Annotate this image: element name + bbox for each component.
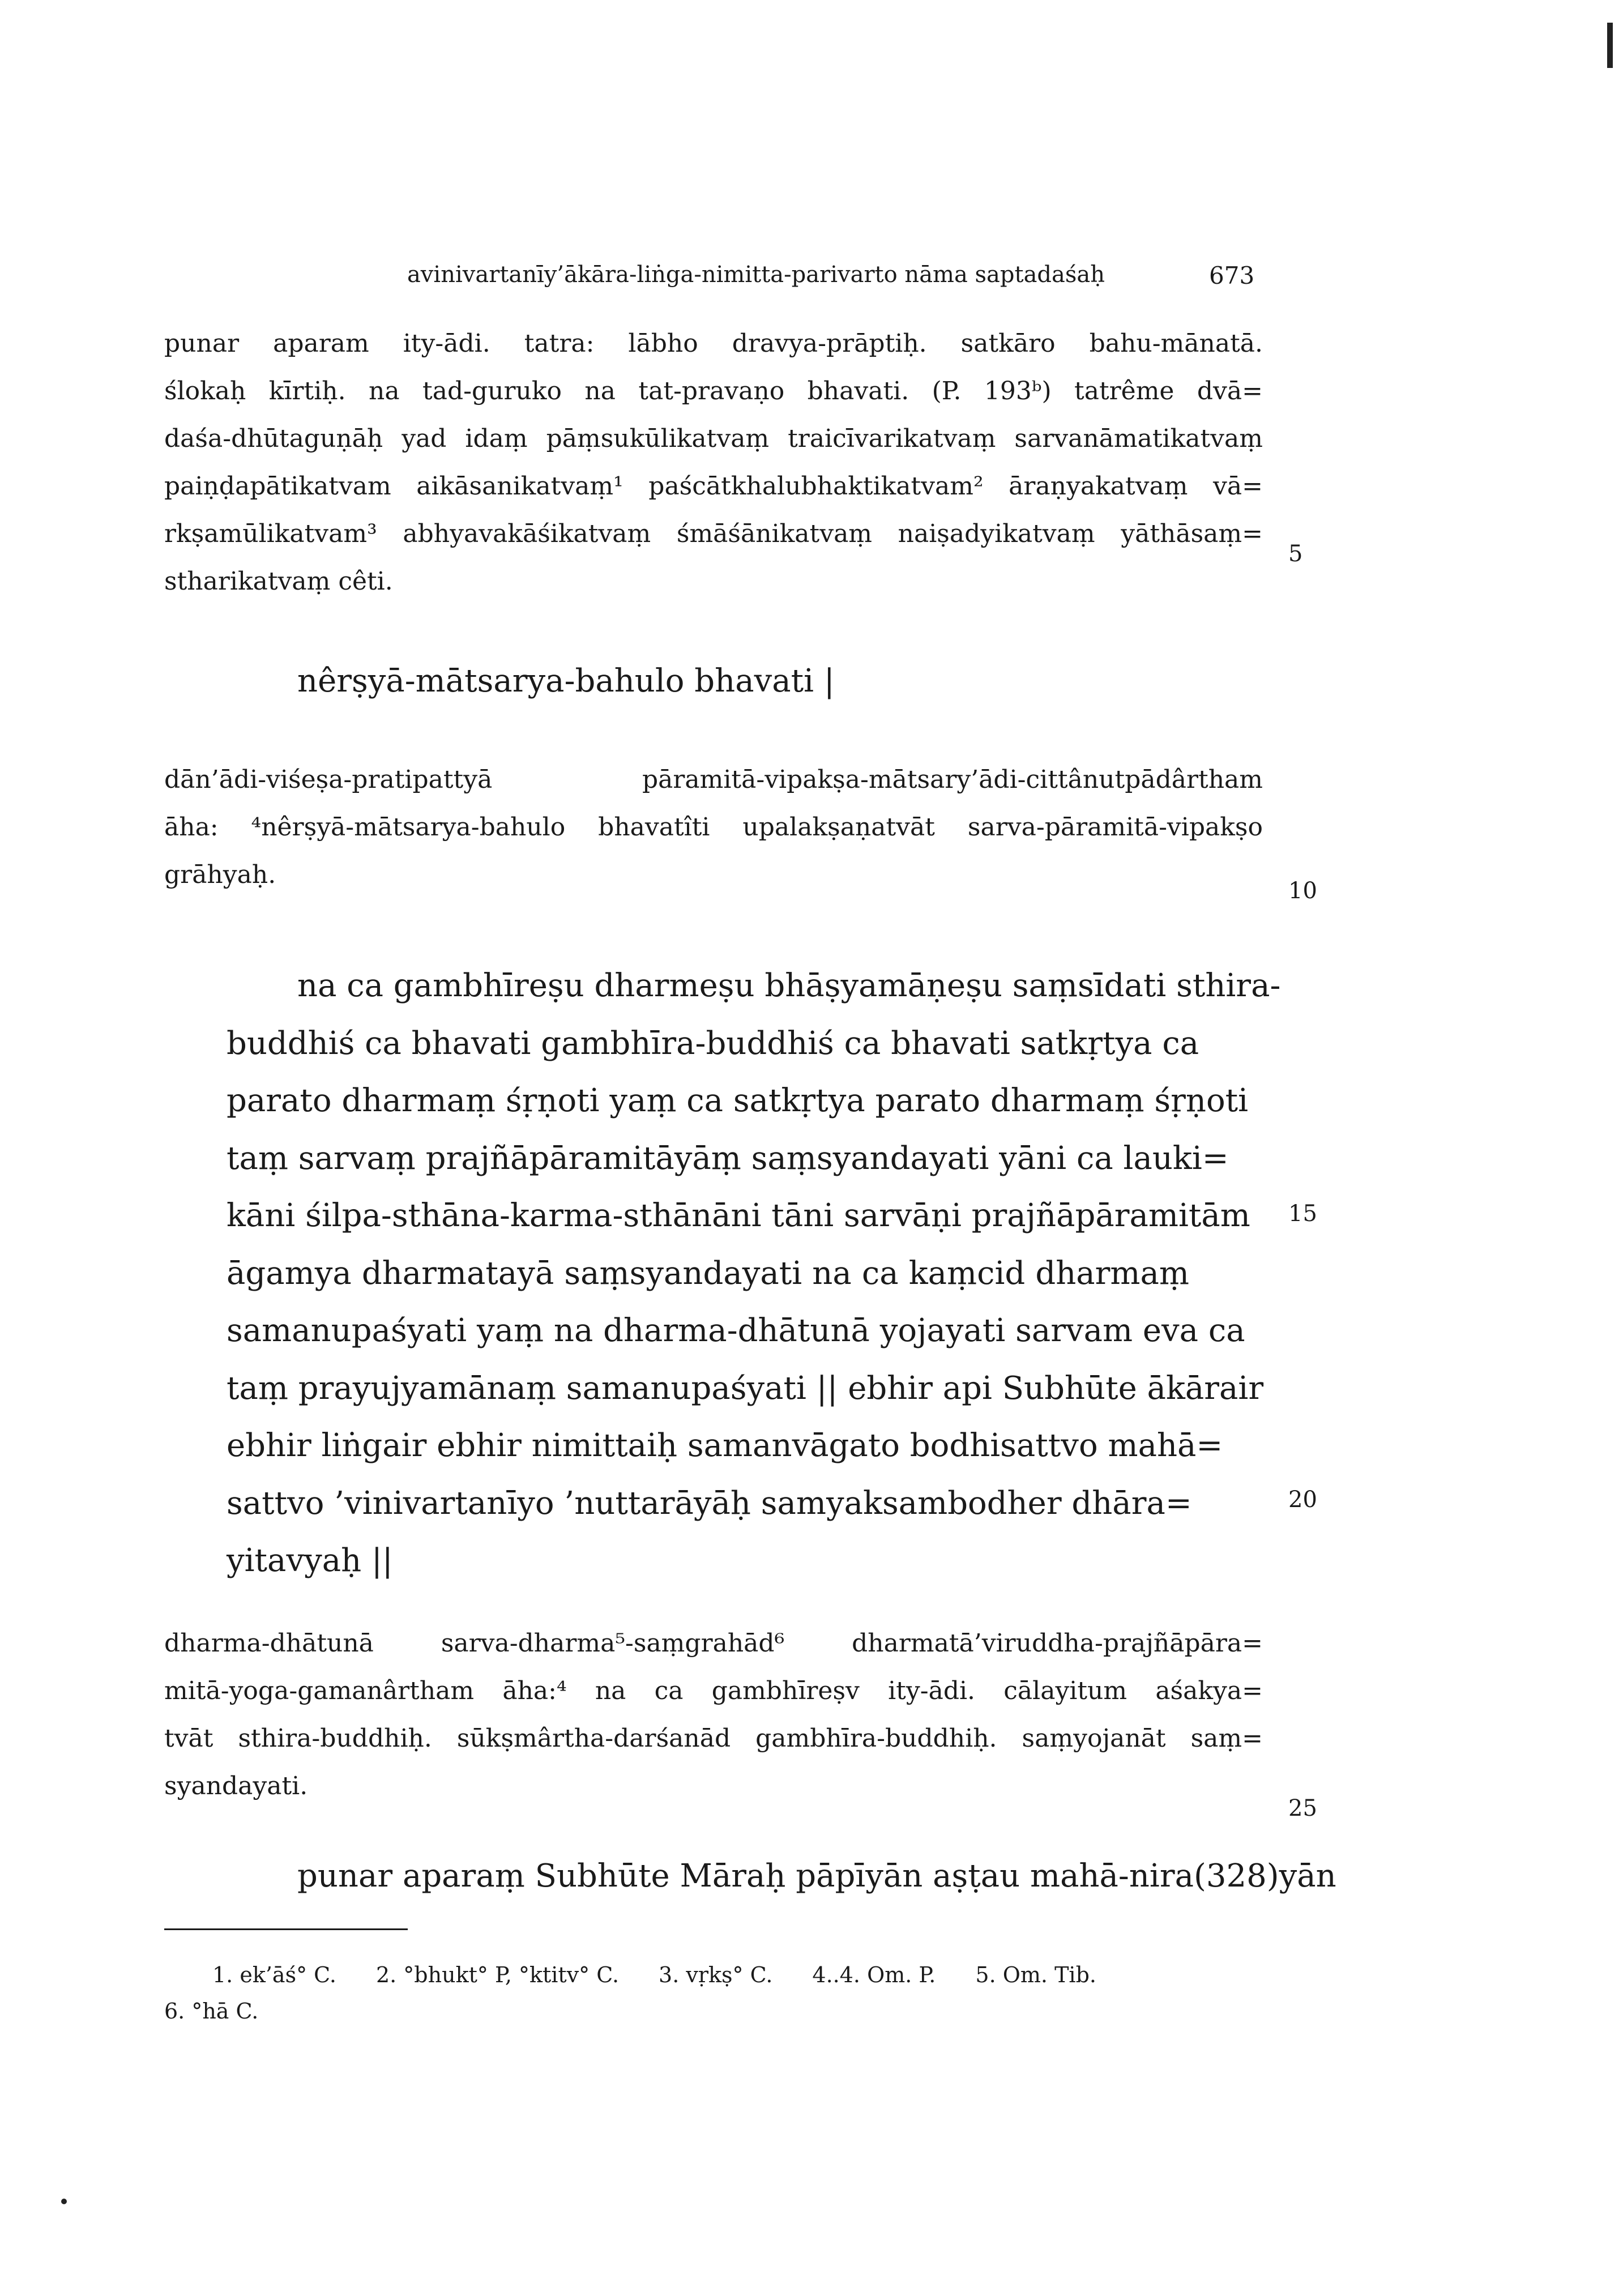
footnote: 6. °hā C. (164, 1999, 259, 2024)
commentary-line: dharma-dhātunā sarva-dharma⁵-saṃgrahād⁶ dharmatā’viruddha-prajñāpāra= (164, 1629, 1263, 1658)
commentary-line: dān’ādi-viśeṣa-pratipattyā pāramitā-vipakṣa-mātsary’ādi-cittânutpādârtham (164, 765, 1263, 794)
footnote: 3. vṛkṣ° C. (659, 1962, 773, 1987)
scan-edge-mark (1607, 23, 1613, 68)
footnote: 4..4. Om. P. (812, 1962, 936, 1987)
footnote: 5. Om. Tib. (975, 1962, 1096, 1987)
sutra-line: taṃ prayujyamānaṃ samanupaśyati || ebhir api Subhūte ākārair (227, 1369, 1264, 1407)
scan-speck (61, 2199, 67, 2204)
commentary-line: ślokaḥ kīrtiḥ. na tad-guruko na tat-pravaṇo bhavati. (P. 193ᵇ) tatrême dvā= (164, 377, 1263, 406)
commentary-block-1 (164, 320, 1263, 605)
sutra-line: kāni śilpa-sthāna-karma-sthānāni tāni sarvāṇi prajñāpāramitām (227, 1197, 1250, 1234)
sutra-line: nêrṣyā-mātsarya-bahulo bhavati | (297, 663, 835, 699)
commentary-line: tvāt sthira-buddhiḥ. sūkṣmârtha-darśanād gambhīra-buddhiḥ. saṃyojanāt saṃ= (164, 1724, 1263, 1753)
commentary-line: daśa-dhūtaguṇāḥ yad idaṃ pāṃsukūlikatvaṃ traicīvarikatvaṃ sarvanāmatikatvaṃ (164, 424, 1263, 453)
sutra-line: yitavyaḥ || (227, 1542, 393, 1579)
commentary-block-3 (164, 1620, 1263, 1810)
sutra-line: samanupaśyati yaṃ na dharma-dhātunā yojayati sarvam eva ca (227, 1312, 1245, 1349)
line-number: 10 (1288, 878, 1317, 904)
commentary-line: grāhyaḥ. (164, 860, 276, 889)
commentary-line: āha: ⁴nêrṣyā-mātsarya-bahulo bhavatîti upalakṣaṇatvāt sarva-pāramitā-vipakṣo (164, 813, 1263, 842)
sutra-line: buddhiś ca bhavati gambhīra-buddhiś ca bhavati satkṛtya ca (227, 1025, 1199, 1062)
footnotes (164, 1957, 1285, 2029)
line-number: 5 (1288, 541, 1303, 567)
commentary-line: punar aparam ity-ādi. tatra: lābho dravya-prāptiḥ. satkāro bahu-mānatā. (164, 329, 1263, 358)
commentary-line: syandayati. (164, 1772, 308, 1800)
footnote-row (164, 1957, 1285, 1993)
commentary-line: mitā-yoga-gamanârtham āha:⁴ na ca gambhīreṣv ity-ādi. cālayitum aśakya= (164, 1676, 1263, 1705)
footnote-rule (164, 1928, 408, 1930)
commentary-line: paiṇḍapātikatvam aikāsanikatvaṃ¹ paścātkhalubhaktikatvam² āraṇyakatvaṃ vā= (164, 472, 1263, 501)
line-number: 15 (1288, 1201, 1317, 1227)
line-number: 25 (1288, 1795, 1317, 1821)
footnote-row (164, 1993, 1285, 2029)
commentary-line: rkṣamūlikatvam³ abhyavakāśikatvaṃ śmāśānikatvaṃ naiṣadyikatvaṃ yāthāsaṃ= (164, 519, 1263, 548)
sutra-line: āgamya dharmatayā saṃsyandayati na ca kaṃcid dharmaṃ (227, 1254, 1189, 1292)
line-number: 20 (1288, 1487, 1317, 1513)
sutra-line: ebhir liṅgair ebhir nimittaiḥ samanvāgato bodhisattvo mahā= (227, 1427, 1223, 1464)
page-number: 673 (1209, 262, 1255, 289)
running-title: avinivartanīy’ākāra-liṅga-nimitta-parivarto nāma saptadaśaḥ (407, 262, 1105, 288)
sutra-line: na ca gambhīreṣu dharmeṣu bhāṣyamāṇeṣu saṃsīdati sthira- (297, 967, 1281, 1004)
sutra-line: taṃ sarvaṃ prajñāpāramitāyāṃ saṃsyandayati yāni ca lauki= (227, 1140, 1229, 1177)
sutra-line: parato dharmaṃ śṛṇoti yaṃ ca satkṛtya parato dharmaṃ śṛṇoti (227, 1082, 1249, 1119)
commentary-line: stharikatvaṃ cêti. (164, 567, 393, 596)
sutra-line: sattvo ’vinivartanīyo ’nuttarāyāḥ samyaksambodher dhāra= (227, 1484, 1192, 1522)
sutra-passage (227, 957, 1281, 1590)
footnote: 1. ek’āś° C. (212, 1962, 336, 1987)
commentary-block-2 (164, 756, 1263, 899)
sutra-line: punar aparaṃ Subhūte Māraḥ pāpīyān aṣṭau mahā-nira(328)yān (297, 1858, 1336, 1894)
footnote: 2. °bhukt° P, °ktitv° C. (375, 1962, 620, 1987)
